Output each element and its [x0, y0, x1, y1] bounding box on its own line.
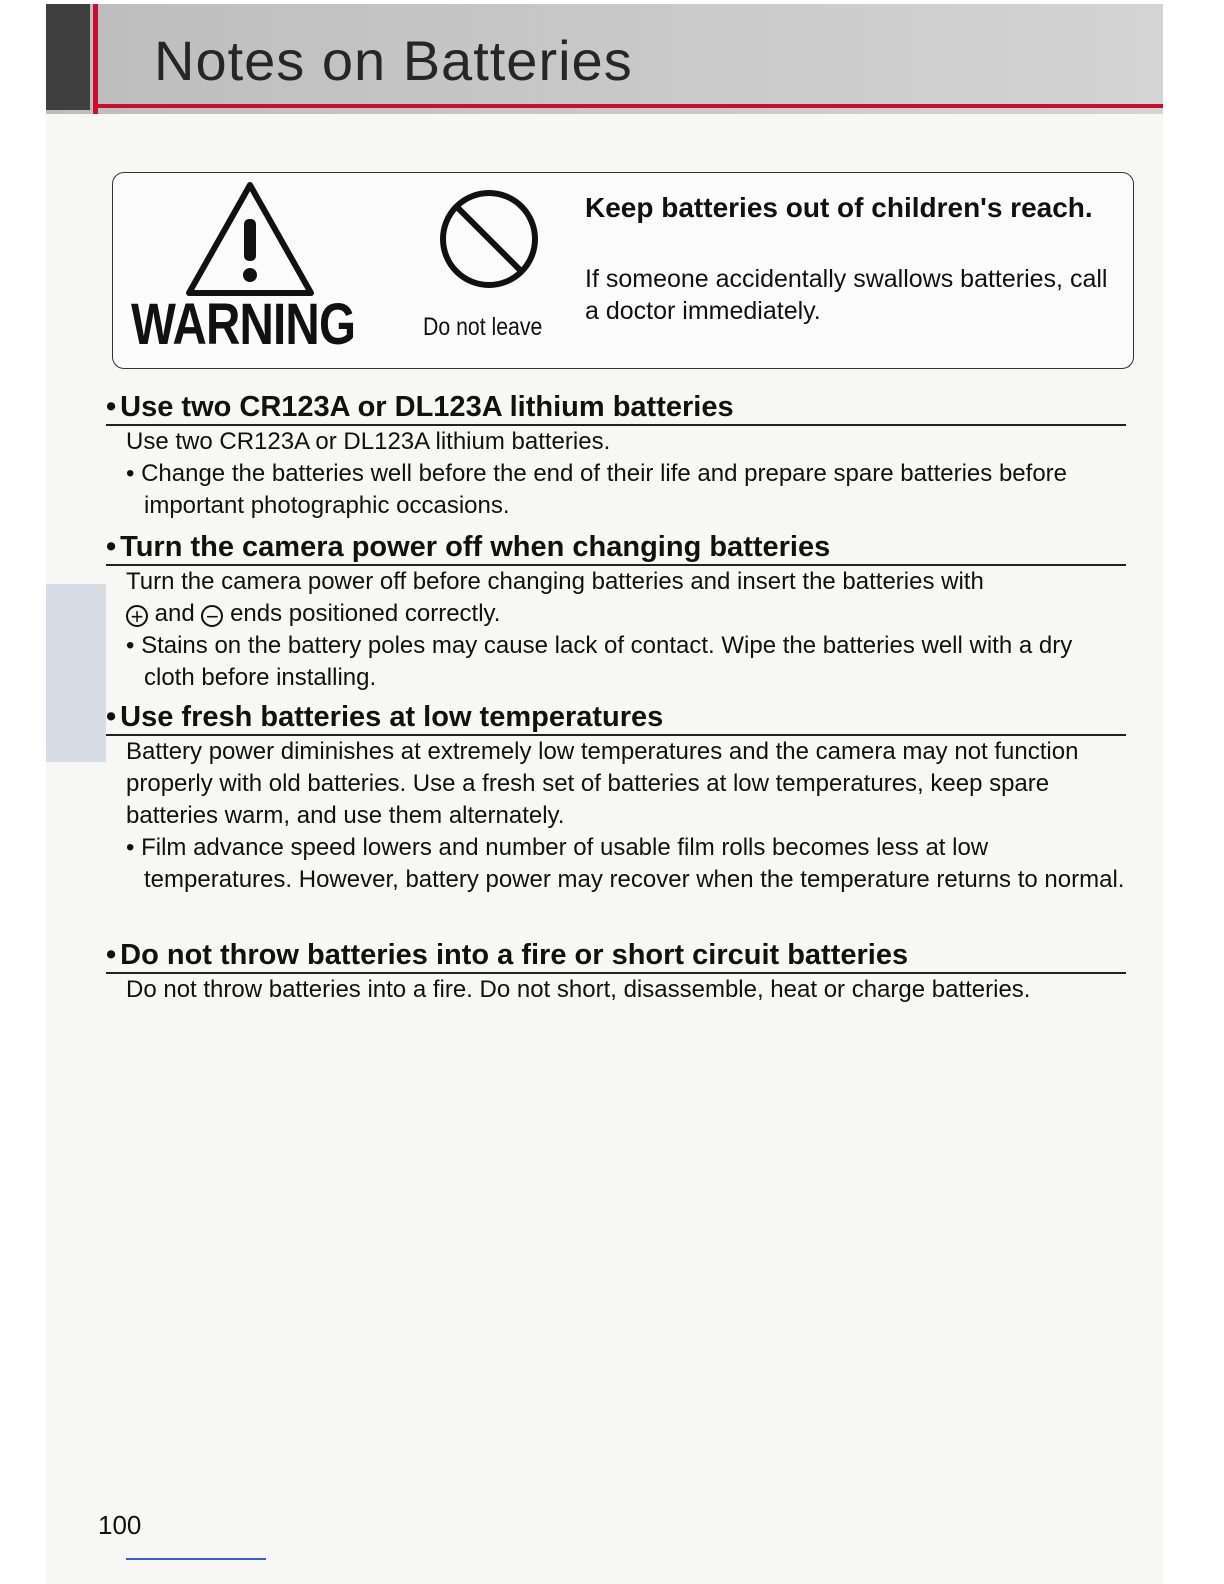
section-heading	[106, 390, 1126, 426]
section-lithium-batteries	[106, 390, 1126, 522]
section-text: Do not throw batteries into a fire. Do not short, disassemble, heat or charge batteries.	[126, 976, 1031, 1003]
header-accent-horizontal	[93, 104, 1163, 108]
section-heading	[106, 938, 1126, 974]
section-heading-text: Do not throw batteries into a fire or short circuit batteries	[120, 939, 909, 971]
section-bullet: • Film advance speed lowers and number of usable film rolls becomes less at low temperatures. However, battery power may recover when the temperature returns to normal.	[126, 834, 1125, 893]
section-bullet: • Stains on the battery poles may cause lack of contact. Wipe the batteries well with a dry cloth before installing.	[126, 632, 1073, 691]
section-heading-text: Use fresh batteries at low temperatures	[120, 701, 664, 733]
footer-line	[126, 1558, 266, 1560]
warning-title: Keep batteries out of children's reach.	[585, 192, 1093, 223]
section-power-off	[106, 530, 1126, 694]
section-fire-short-circuit	[106, 938, 1126, 1006]
section-heading-text: Turn the camera power off when changing batteries	[120, 531, 831, 563]
chapter-tab	[46, 584, 106, 762]
section-bullet-text: Change the batteries well before the end of their life and prepare spare batteries before important photographic occasions.	[141, 460, 1067, 519]
bullet-dot: •	[106, 939, 117, 971]
bullet-dot: •	[106, 391, 117, 423]
plus-terminal-icon: +	[126, 605, 148, 627]
page-title: Notes on Batteries	[154, 29, 633, 92]
page	[46, 4, 1163, 1584]
section-text: Use two CR123A or DL123A lithium batteries.	[126, 428, 611, 455]
section-heading-text: Use two CR123A or DL123A lithium batteries	[120, 391, 734, 423]
page-number: 100	[98, 1510, 142, 1540]
section-heading	[106, 530, 1126, 566]
warning-body: If someone accidentally swallows batteries, call a doctor immediately.	[585, 265, 1108, 325]
section-low-temperatures	[106, 700, 1126, 896]
minus-terminal-icon: −	[201, 605, 223, 627]
section-bullet: • Change the batteries well before the end of their life and prepare spare batteries before important photographic occasions.	[126, 460, 1067, 519]
bullet-dot: •	[106, 701, 117, 733]
bullet-dot: •	[106, 531, 117, 563]
section-text: Battery power diminishes at extremely low temperatures and the camera may not function properly with old batteries. Use a fresh set of batteries at low temperatures, keep spare batteries warm, and use them alternately.	[126, 738, 1079, 829]
header-accent-vertical	[93, 4, 98, 114]
text-and: and	[154, 600, 195, 627]
section-bullet-text: Film advance speed lowers and number of usable film rolls becomes less at low temperatures. However, battery power may recover when the temperature returns to normal.	[141, 834, 1125, 893]
section-heading	[106, 700, 1126, 736]
warning-label: WARNING	[131, 292, 356, 357]
prohibited-caption: Do not leave	[423, 313, 543, 341]
warning-triangle-icon	[185, 181, 315, 299]
page-header	[46, 4, 1163, 114]
header-dark-block	[46, 4, 90, 110]
warning-box	[112, 172, 1134, 369]
prohibited-icon	[437, 187, 541, 291]
section-bullet-text: Stains on the battery poles may cause lack of contact. Wipe the batteries well with a dry cloth before installing.	[141, 632, 1073, 691]
section-text	[126, 566, 1126, 630]
text-after: ends positioned correctly.	[230, 600, 501, 627]
text-before: Turn the camera power off before changing batteries and insert the batteries with	[126, 568, 984, 595]
